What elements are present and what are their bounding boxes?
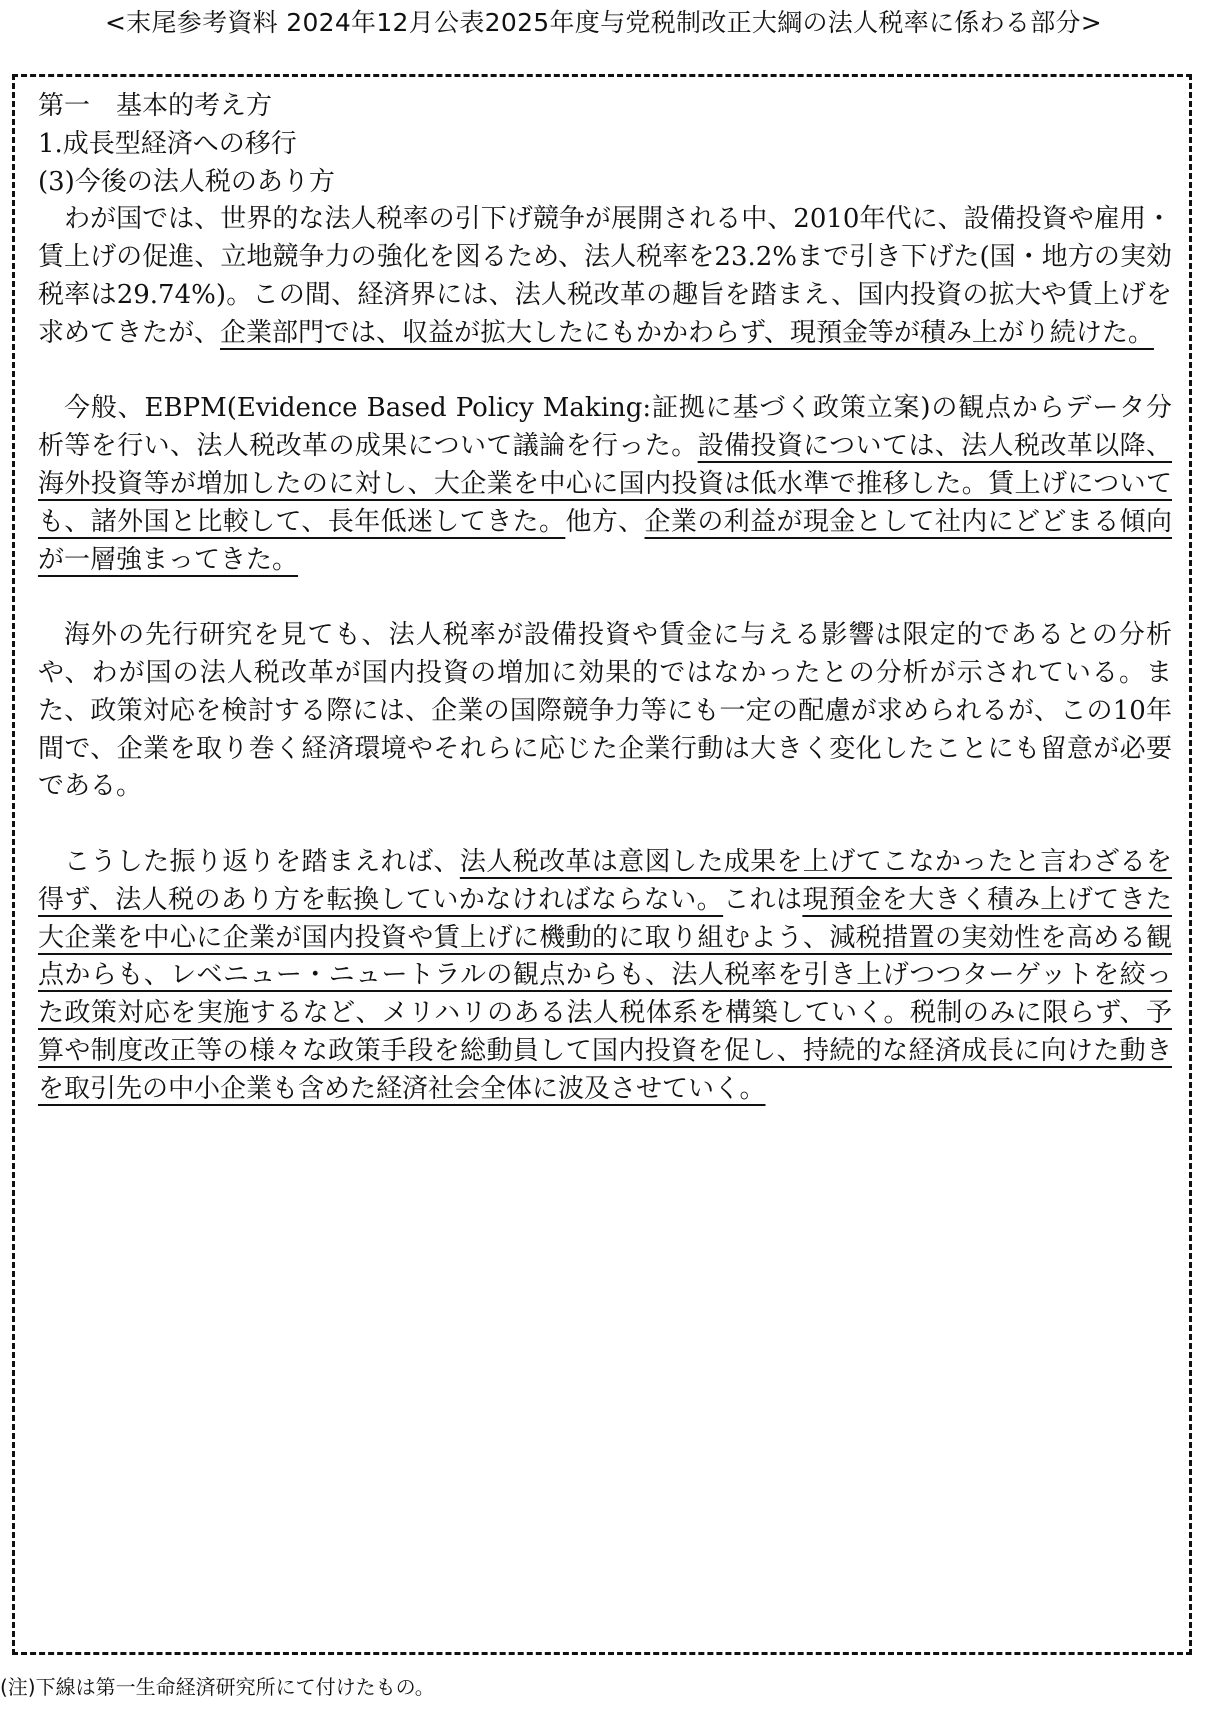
- paragraph-3-text: 海外の先行研究を見ても、法人税率が設備投資や賃金に与える影響は限定的であるとの分析や、わが国の法人税改革が国内投資の増加に効果的ではなかったとの分析が示されている。また、政策対応を検討する際には、企業の国際競争力等にも一定の配慮が求められるが、この10年間で、企業を取り巻く経済環境やそれらに応じた企業行動は大きく変化したことにも留意が必要である。: [38, 620, 1172, 802]
- footnote: (注)下線は第一生命経済研究所にて付けたもの。: [0, 1675, 435, 1699]
- paragraph-4: [38, 844, 1172, 1109]
- paragraph-4-underlined-2: 現預金を大きく積み上げてきた大企業を中心に企業が国内投資や賃上げに機動的に取り組むよう、減税措置の実効性を高める観点からも、レベニュー・ニュートラルの観点からも、法人税率を引き上げつつターゲットを絞った政策対応を実施するなど、メリハリのある法人税体系を構築していく。: [38, 884, 1172, 1029]
- section-heading: 第一 基本的考え方: [38, 91, 273, 121]
- paragraph-4-text-2: これは: [723, 884, 803, 915]
- paragraph-2-underlined-2: 企業の利益が現金として社内にどどまる傾向が一層強まってきた。: [38, 506, 1172, 575]
- document-title: <末尾参考資料 2024年12月公表2025年度与党税制改正大綱の法人税率に係わる部分>: [104, 8, 1103, 37]
- paragraph-2-underlined-1: 設備投資については、法人税改革以降、海外投資等が増加したのに対し、大企業を中心に国内投資は低水準で推移した。賃上げについても、諸外国と比較して、長年低迷してきた。: [38, 431, 1172, 537]
- paragraph-2-text: 今般、EBPM(Evidence Based Policy Making:証拠に基づく政策立案)の観点からデータ分析等を行い、法人税改革の成果について議論を行った。: [38, 393, 1172, 462]
- paragraph-4-underlined-1: 法人税改革は意図した成果を上げてこなかったと言わざるを得ず、法人税のあり方を転換していかなければならない。: [38, 846, 1172, 915]
- paragraph-3: [38, 617, 1172, 806]
- dashed-frame: [12, 74, 1192, 1655]
- topic-heading: (3)今後の法人税のあり方: [38, 166, 335, 197]
- paragraph-1-underlined: 企業部門では、収益が拡大したにもかかわらず、現預金等が積み上がり続けた。: [220, 317, 1154, 348]
- paragraph-4-underlined-3: 税制のみに限らず、予算や制度改正等の様々な政策手段を総動員して国内投資を促し、持続的な経済成長に向けた動きを取引先の中小企業も含めた経済社会全体に波及させていく。: [38, 998, 1173, 1104]
- paragraph-2-text-2: 他方、: [565, 506, 645, 537]
- paragraph-4-text: こうした振り返りを踏まえれば、: [64, 846, 460, 877]
- frame-content: [38, 88, 1172, 1109]
- paragraph-2: [38, 390, 1172, 579]
- subsection-heading: 1.成長型経済への移行: [38, 128, 297, 159]
- paragraph-1-text: わが国では、世界的な法人税率の引下げ競争が展開される中、2010年代に、設備投資や雇用・賃上げの促進、立地競争力の強化を図るため、法人税率を23.2%まで引き下げた(国・地方の実効税率は29.74%)。この間、経済界には、法人税改革の趣旨を踏まえ、国内投資の拡大や賃上げを求めてきたが、: [38, 204, 1172, 348]
- paragraph-1: [38, 201, 1172, 352]
